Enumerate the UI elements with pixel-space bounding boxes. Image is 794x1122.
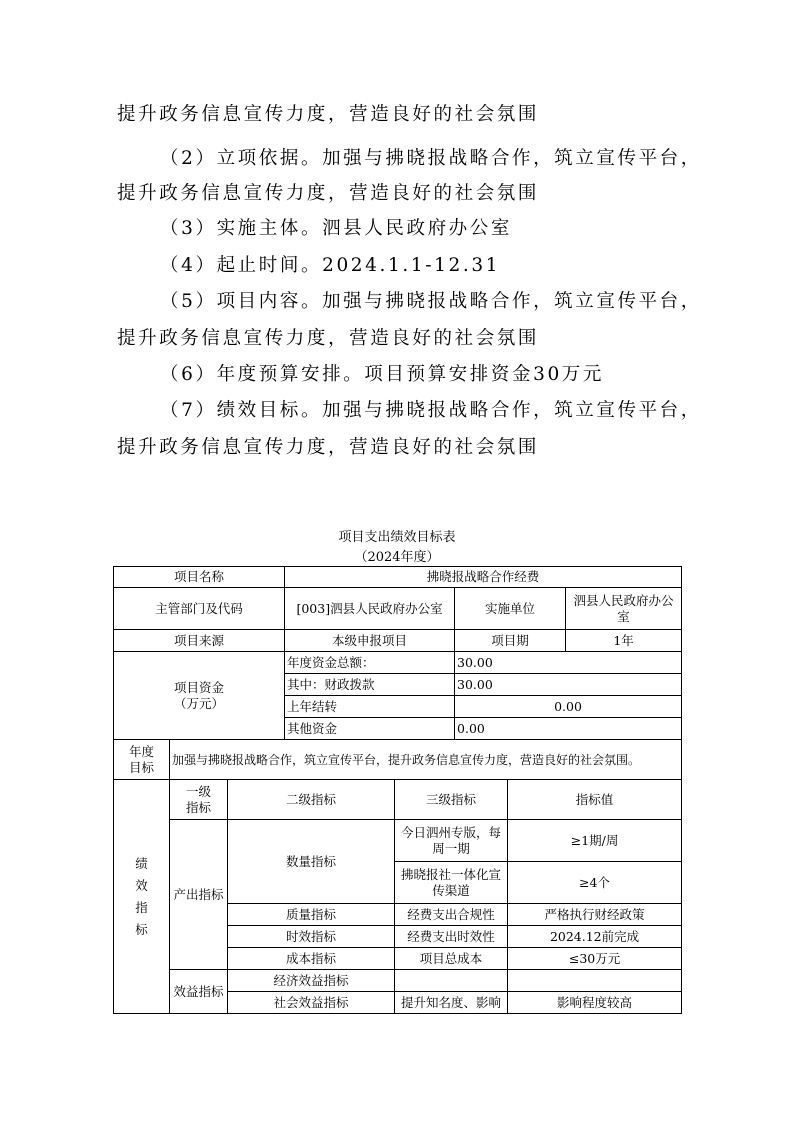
level2-cell: 成本指标	[228, 948, 395, 970]
level3-header: 三级指标	[395, 780, 508, 820]
level3-cell: 经费支出合规性	[395, 904, 508, 926]
level3-cell	[395, 970, 508, 992]
dept-value: [003]泗县人民政府办公室	[285, 588, 455, 630]
level3-cell: 提升知名度、影响	[395, 992, 508, 1014]
period-label: 项目期	[455, 630, 566, 652]
level3-cell: 项目总成本	[395, 948, 508, 970]
performance-table	[113, 566, 682, 1014]
value-cell: 影响程度较高	[508, 992, 682, 1014]
level2-header: 二级指标	[228, 780, 395, 820]
funds-label-unit: （万元）	[174, 695, 225, 711]
body-line: （5）项目内容。加强与拂晓报战略合作，筑立宣传平台，	[160, 291, 702, 312]
fund-label: 年度资金总额：	[285, 652, 455, 674]
level2-cell: 时效指标	[228, 926, 395, 948]
fund-value: 30.00	[455, 652, 682, 674]
table-title: 项目支出绩效目标表	[338, 530, 456, 545]
fund-label: 其他资金	[285, 718, 455, 740]
level2-cell: 经济效益指标	[228, 970, 395, 992]
table-subtitle: （2024年度）	[354, 550, 440, 565]
value-cell	[508, 970, 682, 992]
project-name-label: 项目名称	[114, 567, 285, 588]
dept-label: 主管部门及代码	[114, 588, 285, 630]
funds-label	[114, 652, 285, 740]
quantity-label: 数量指标	[228, 820, 395, 904]
goal-label: 年度目标	[114, 740, 170, 780]
body-line: （4）起止时间。2024.1.1-12.31	[160, 255, 501, 276]
value-cell: 严格执行财经政策	[508, 904, 682, 926]
source-value: 本级申报项目	[285, 630, 455, 652]
fund-value: 0.00	[455, 696, 682, 718]
level2-cell: 质量指标	[228, 904, 395, 926]
output-label: 产出指标	[170, 820, 228, 970]
body-line: 提升政务信息宣传力度，营造良好的社会氛围	[117, 183, 540, 204]
body-line: 提升政务信息宣传力度，营造良好的社会氛围	[117, 437, 540, 458]
body-line: （6）年度预算安排。项目预算安排资金30万元	[160, 364, 605, 385]
benefit-label: 效益指标	[170, 970, 228, 1014]
period-value: 1年	[566, 630, 682, 652]
body-line: （7）绩效目标。加强与拂晓报战略合作，筑立宣传平台，	[160, 400, 702, 421]
fund-label: 上年结转	[285, 696, 455, 718]
impl-value: 泗县人民政府办公室	[566, 588, 682, 630]
level2-cell: 社会效益指标	[228, 992, 395, 1014]
goal-text: 加强与拂晓报战略合作，筑立宣传平台，提升政务信息宣传力度，营造良好的社会氛围。	[170, 740, 682, 780]
project-name-value: 拂晓报战略合作经费	[285, 567, 682, 588]
fund-value: 0.00	[455, 718, 682, 740]
value-cell: ≥4个	[508, 862, 682, 904]
value-cell: ≤30万元	[508, 948, 682, 970]
impl-label: 实施单位	[455, 588, 566, 630]
body-line: （2）立项依据。加强与拂晓报战略合作，筑立宣传平台，	[160, 148, 702, 169]
body-line: （3）实施主体。泗县人民政府办公室	[160, 218, 512, 239]
level3-cell: 今日泗州专版，每周一期	[395, 820, 508, 862]
value-header: 指标值	[508, 780, 682, 820]
level3-cell: 经费支出时效性	[395, 926, 508, 948]
fund-label: 其中：财政拨款	[285, 674, 455, 696]
funds-label-line: 项目资金	[174, 679, 225, 695]
source-label: 项目来源	[114, 630, 285, 652]
perf-label: 绩效指标	[114, 780, 170, 1014]
level3-cell: 拂晓报社一体化宣传渠道	[395, 862, 508, 904]
value-cell: ≥1期/周	[508, 820, 682, 862]
body-line: 提升政务信息宣传力度，营造良好的社会氛围	[117, 328, 540, 349]
level1-header: 一级指标	[170, 780, 228, 820]
value-cell: 2024.12前完成	[508, 926, 682, 948]
body-line: 提升政务信息宣传力度，营造良好的社会氛围	[117, 104, 540, 125]
fund-value: 30.00	[455, 674, 682, 696]
